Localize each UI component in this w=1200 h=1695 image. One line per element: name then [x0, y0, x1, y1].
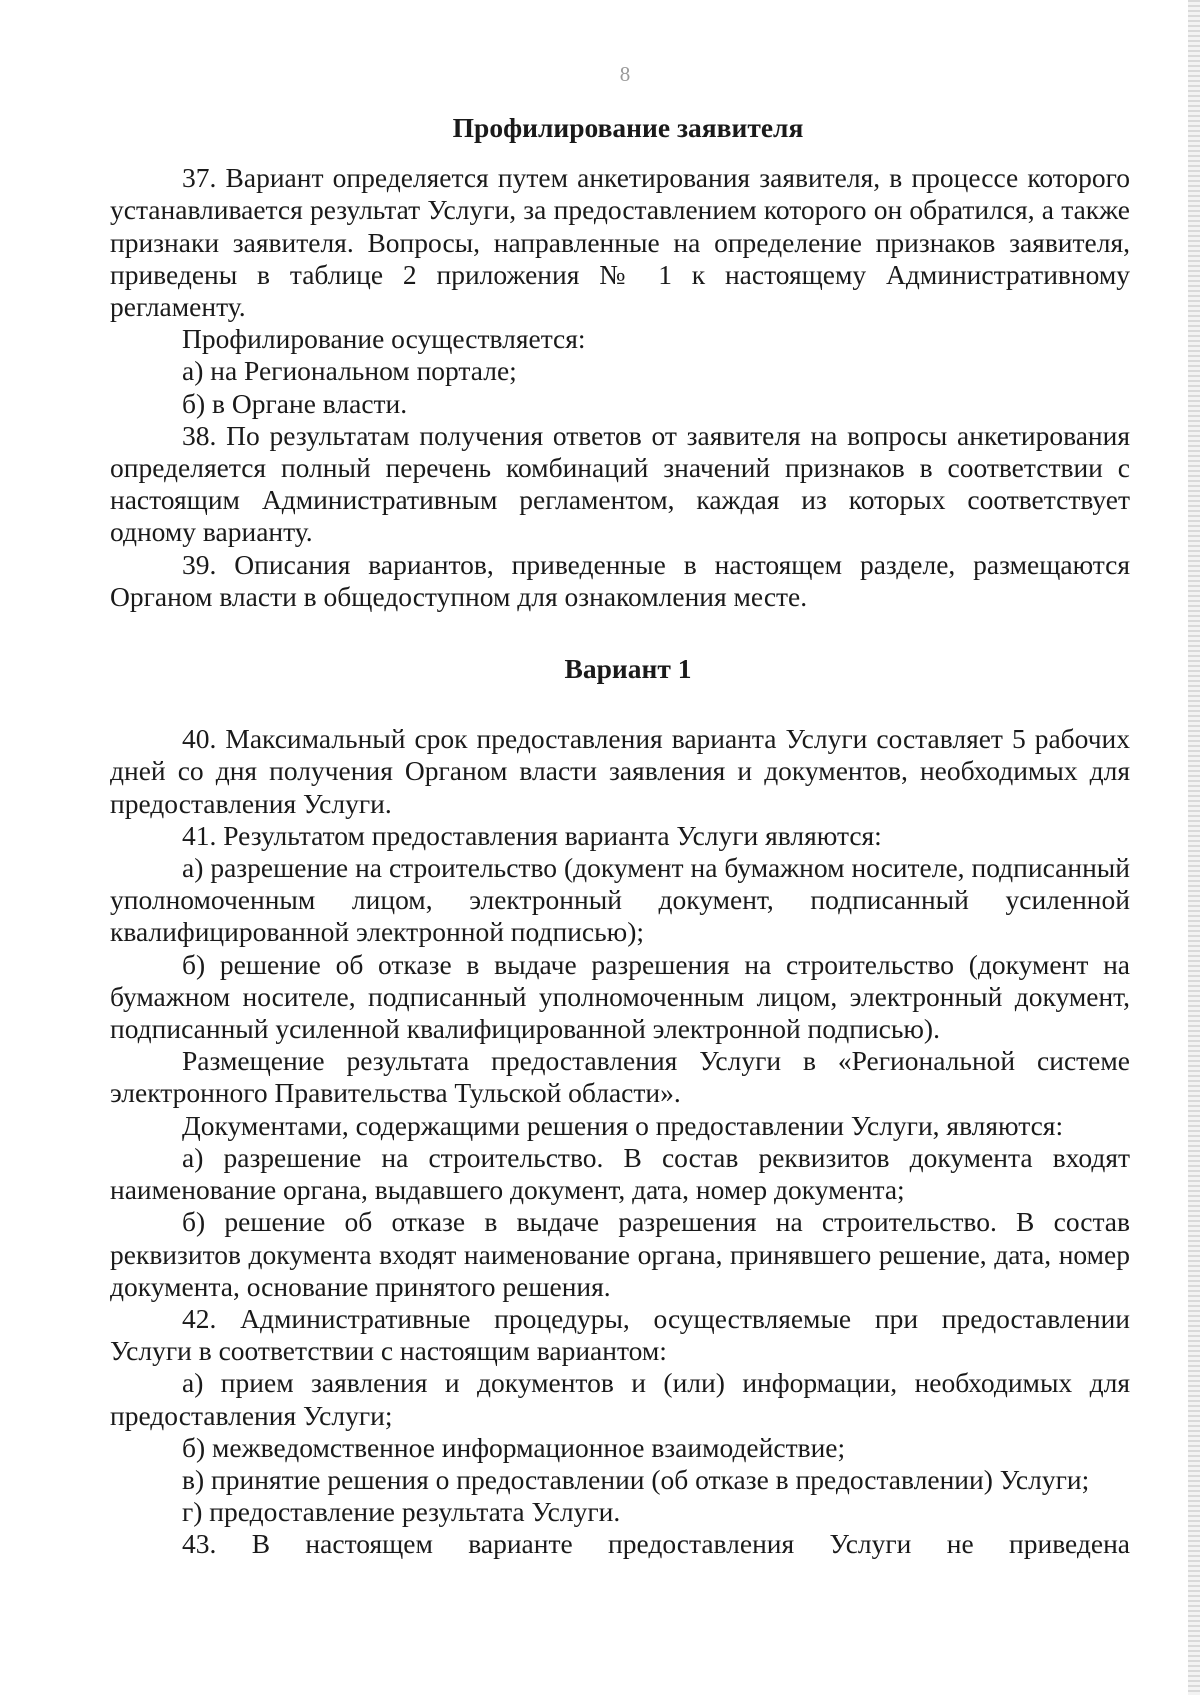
paragraph-placement: Размещение результата предоставления Услуги в «Региональной системе электронного Правительства Тульской области». — [110, 1045, 1130, 1109]
list-item-a: а) прием заявления и документов и (или) информации, необходимых для предоставления Услуги; — [110, 1367, 1130, 1431]
list-item-g: г) предоставление результата Услуги. — [182, 1496, 621, 1528]
paragraph-37: 37. Вариант определяется путем анкетирования заявителя, в процессе которого устанавливается результат Услуги, за предоставлением которого он обратился, а также признаки заявителя. Вопросы, направленные на определение признаков заявителя, приведены в таблице 2 приложения № 1 к настоящему Административному регламенту. — [110, 162, 1130, 323]
paragraph-43: 43. В настоящем варианте предоставления Услуги не приведена — [182, 1528, 1130, 1560]
document-body — [110, 112, 1130, 1561]
list-item-a: а) разрешение на строительство (документ на бумажном носителе, подписанный уполномоченным лицом, электронный документ, подписанный усиленной квалифицированной электронной подписью); — [110, 852, 1130, 948]
list-item-b: б) межведомственное информационное взаимодействие; — [182, 1431, 846, 1463]
list-item-a: а) на Региональном портале; — [182, 355, 517, 387]
list-item-v: в) принятие решения о предоставлении (об отказе в предоставлении) Услуги; — [182, 1463, 1090, 1495]
paragraph-38: 38. По результатам получения ответов от заявителя на вопросы анкетирования определяется полный перечень комбинаций значений признаков в соответствии с настоящим Административным регламентом, каждая из которых соответствует одному варианту. — [110, 419, 1130, 548]
list-item-b: б) в Органе власти. — [182, 387, 408, 419]
paragraph-39: 39. Описания вариантов, приведенные в настоящем разделе, размещаются Органом власти в общедоступном для ознакомления месте. — [110, 548, 1130, 612]
list-item-b: б) решение об отказе в выдаче разрешения на строительство. В состав реквизитов документа входят наименование органа, принявшего решение, дата, номер документа, основание принятого решения. — [110, 1206, 1130, 1302]
paragraph-documents: Документами, содержащими решения о предоставлении Услуги, являются: — [182, 1109, 1064, 1141]
paragraph-42: 42. Административные процедуры, осуществляемые при предоставлении Услуги в соответствии с настоящим вариантом: — [110, 1302, 1130, 1367]
section-title-variant-1: Вариант 1 — [564, 653, 692, 685]
page-number: 8 — [619, 62, 631, 86]
section-title-profiling: Профилирование заявителя — [452, 112, 804, 143]
paragraph-41: 41. Результатом предоставления варианта Услуги являются: — [182, 819, 882, 851]
paragraph-40: 40. Максимальный срок предоставления варианта Услуги составляет 5 рабочих дней со дня получения Органом власти заявления и документов, необходимых для предоставления Услуги. — [110, 723, 1130, 819]
paragraph-profiling-intro: Профилирование осуществляется: — [182, 323, 586, 355]
list-item-b: б) решение об отказе в выдаче разрешения на строительство (документ на бумажном носителе, подписанный уполномоченным лицом, электронный документ, подписанный усиленной квалифицированной электронной подписью). — [110, 948, 1130, 1045]
list-item-a: а) разрешение на строительство. В состав реквизитов документа входят наименование органа, выдавшего документ, дата, номер документа; — [110, 1141, 1130, 1206]
scan-edge — [1188, 0, 1200, 1695]
